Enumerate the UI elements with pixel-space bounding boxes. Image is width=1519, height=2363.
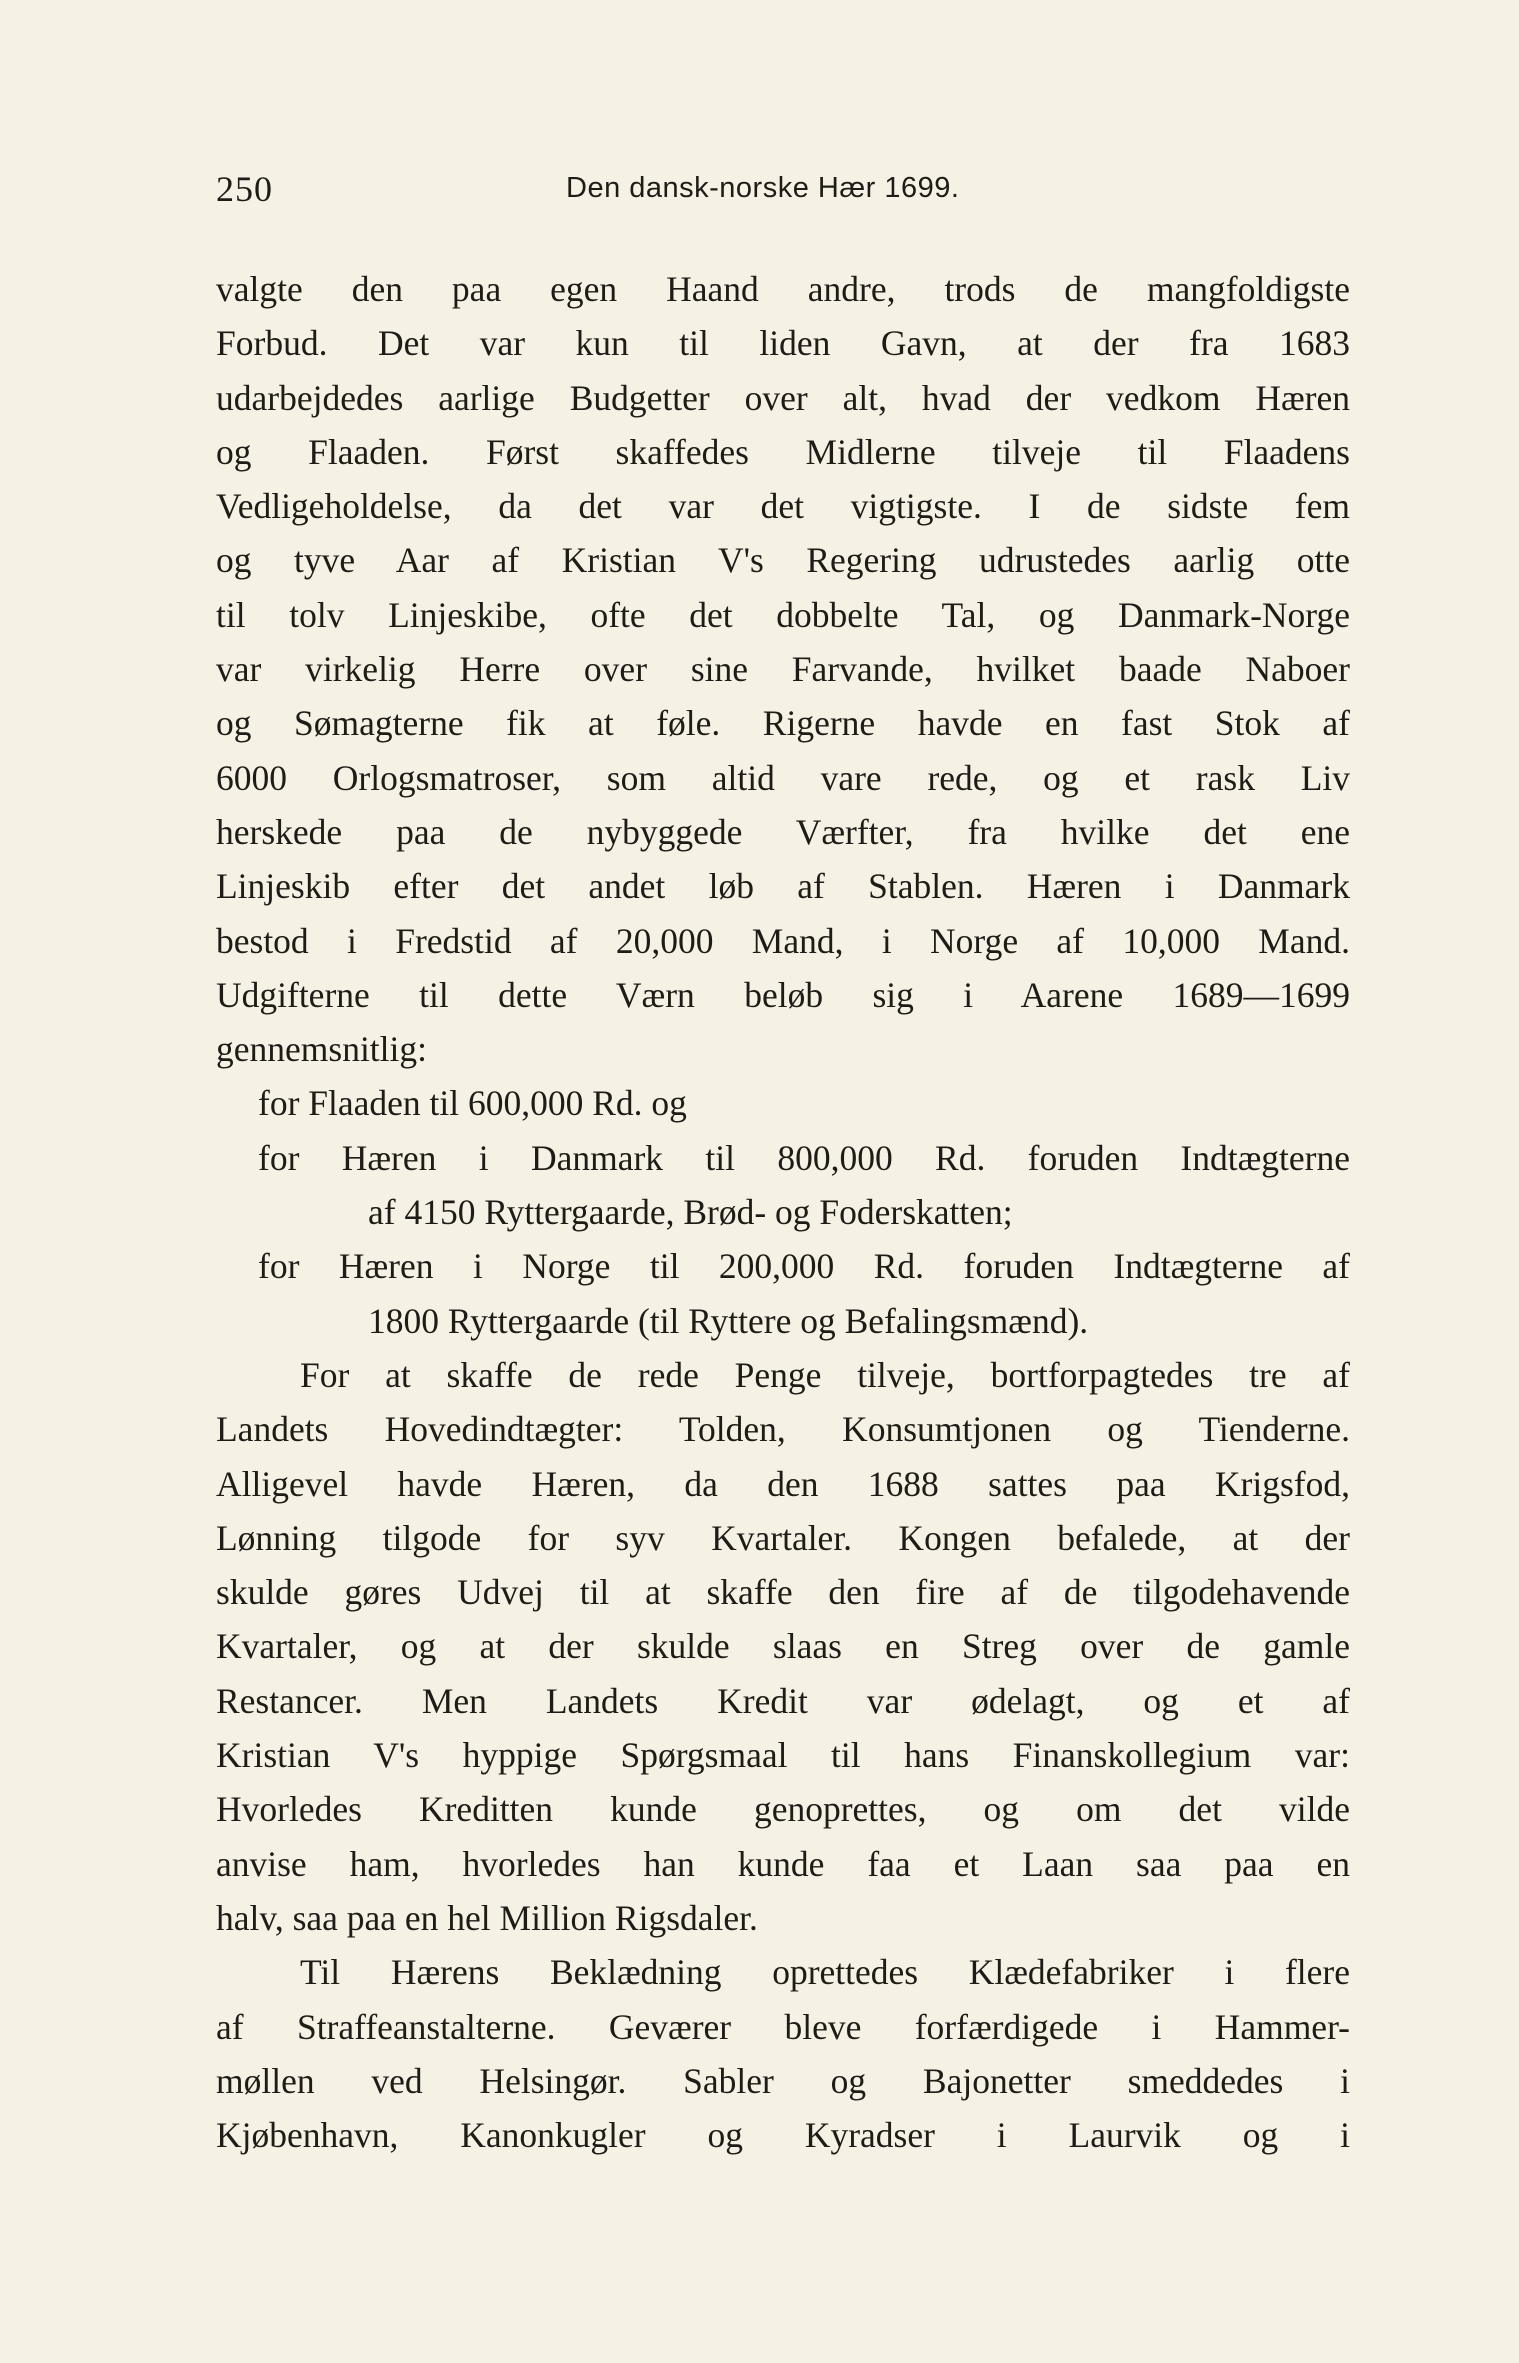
body-text (216, 262, 1350, 2162)
text-line: Landets Hovedindtægter: Tolden, Konsumtjonen og Tienderne. (216, 1409, 1350, 1450)
text-line: Kjøbenhavn, Kanonkugler og Kyradser i Laurvik og i (216, 2115, 1350, 2156)
text-line: gennemsnitlig: (216, 1029, 428, 1070)
text-line: anvise ham, hvorledes han kunde faa et Laan saa paa en (216, 1843, 1350, 1884)
text-line: Forbud. Det var kun til liden Gavn, at der fra 1683 (216, 323, 1350, 364)
text-line: var virkelig Herre over sine Farvande, hvilket baade Naboer (216, 649, 1350, 690)
text-line: Lønning tilgode for syv Kvartaler. Kongen befalede, at der (216, 1517, 1350, 1558)
text-line: Udgifterne til dette Værn beløb sig i Aarene 1689—1699 (216, 974, 1350, 1015)
text-line: Hvorledes Kreditten kunde genoprettes, og om det vilde (216, 1789, 1350, 1830)
page-number: 250 (216, 169, 273, 209)
list-item: for Flaaden til 600,000 Rd. og (258, 1083, 687, 1124)
text-line: bestod i Fredstid af 20,000 Mand, i Norge af 10,000 Mand. (216, 920, 1350, 961)
text-line: valgte den paa egen Haand andre, trods de mangfoldigste (216, 269, 1350, 309)
running-title: Den dansk-norske Hær 1699. (566, 172, 960, 204)
text-line: 6000 Orlogsmatroser, som altid vare rede, og et rask Liv (216, 757, 1350, 798)
text-line: Restancer. Men Landets Kredit var ødelagt, og et af (216, 1680, 1350, 1721)
text-line: møllen ved Helsingør. Sabler og Bajonetter smeddedes i (216, 2060, 1350, 2101)
text-line: og Flaaden. Først skaffedes Midlerne tilveje til Flaadens (216, 431, 1350, 472)
text-line: Alligevel havde Hæren, da den 1688 sattes paa Krigsfod, (216, 1463, 1350, 1504)
paragraph-first-line: For at skaffe de rede Penge tilveje, bortforpagtedes tre af (300, 1354, 1350, 1395)
paragraph-first-line: Til Hærens Beklædning oprettedes Klædefabriker i flere (300, 1952, 1350, 1993)
text-line: til tolv Linjeskibe, ofte det dobbelte Tal, og Danmark-Norge (216, 594, 1350, 635)
text-line: Kvartaler, og at der skulde slaas en Streg over de gamle (216, 1626, 1350, 1667)
text-line: halv, saa paa en hel Million Rigsdaler. (216, 1897, 758, 1938)
text-line: og tyve Aar af Kristian V's Regering udrustedes aarlig otte (216, 540, 1350, 581)
page-header (216, 168, 1346, 218)
text-line: af Straffeanstalterne. Geværer bleve forfærdigede i Hammer- (216, 2006, 1350, 2047)
list-item-continuation: af 4150 Ryttergaarde, Brød- og Foderskatten; (368, 1192, 1013, 1233)
text-line: Linjeskib efter det andet løb af Stablen. Hæren i Danmark (216, 866, 1350, 907)
list-item-continuation: 1800 Ryttergaarde (til Ryttere og Befalingsmænd). (368, 1300, 1089, 1341)
list-item: for Hæren i Norge til 200,000 Rd. foruden Indtægterne af (258, 1246, 1350, 1287)
text-line: Kristian V's hyppige Spørgsmaal til hans Finanskollegium var: (216, 1735, 1350, 1776)
text-line: skulde gøres Udvej til at skaffe den fire af de tilgodehavende (216, 1572, 1350, 1613)
text-line: herskede paa de nybyggede Værfter, fra hvilke det ene (216, 811, 1350, 852)
list-item: for Hæren i Danmark til 800,000 Rd. foruden Indtægterne (258, 1137, 1350, 1178)
text-line: Vedligeholdelse, da det var det vigtigste. I de sidste fem (216, 486, 1350, 527)
text-line: og Sømagterne fik at føle. Rigerne havde en fast Stok af (216, 703, 1350, 744)
text-line: udarbejdedes aarlige Budgetter over alt, hvad der vedkom Hæren (216, 377, 1350, 418)
